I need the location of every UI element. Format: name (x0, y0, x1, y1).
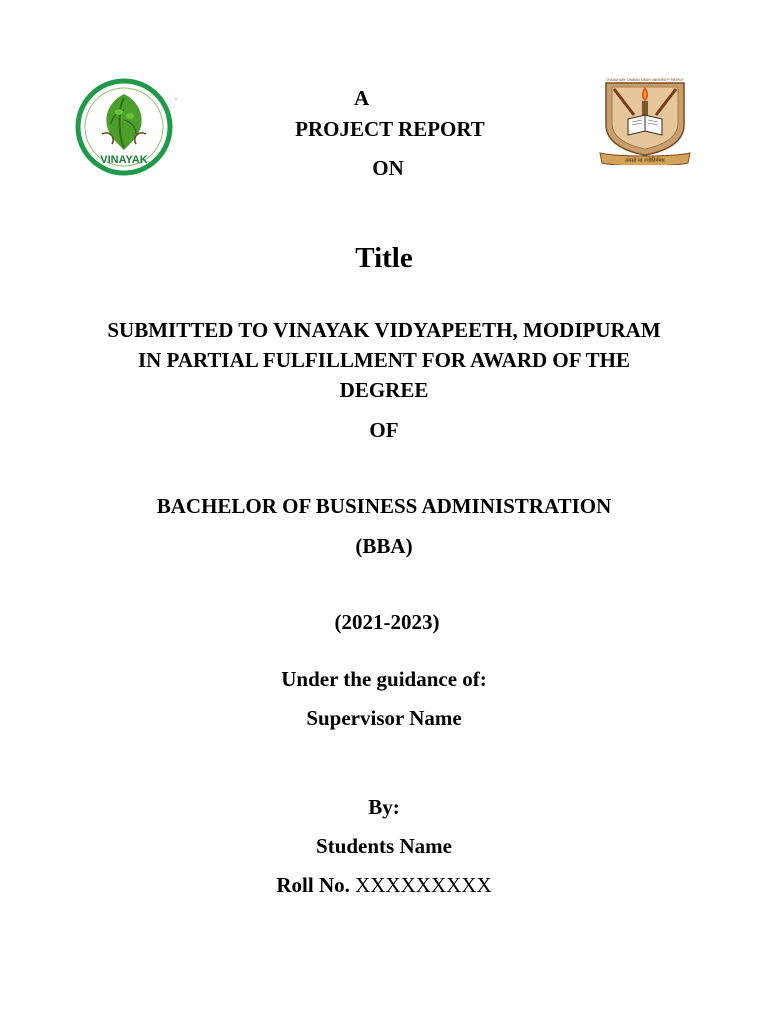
submitted-line-2: IN PARTIAL FULFILLMENT FOR AWARD OF THE (137, 348, 631, 372)
submitted-line-3: DEGREE (339, 378, 429, 402)
roll-number (0, 875, 768, 896)
svg-text:CHAUDHARY CHARAN SINGH UNIVERS: CHAUDHARY CHARAN SINGH UNIVERSITY MEERUT (606, 78, 684, 82)
student-name: Students Name (316, 834, 452, 858)
roll-value: XXXXXXXXX (355, 873, 492, 897)
submitted-line-1: SUBMITTED TO VINAYAK VIDYAPEETH, MODIPURAM (107, 318, 661, 342)
of-label: OF (369, 418, 399, 442)
page-title: Title (355, 242, 413, 274)
degree-abbreviation: (BBA) (355, 534, 413, 558)
decorative-mark: , (175, 92, 177, 101)
svg-text:तमसो मा ज्योतिर्गमय: तमसो मा ज्योतिर्गमय (625, 158, 665, 164)
svg-text:VINAYAK: VINAYAK (100, 154, 148, 166)
session-years: (2021-2023) (334, 610, 440, 634)
report-on: ON (372, 156, 404, 180)
report-type: PROJECT REPORT (295, 117, 485, 141)
report-prefix: A (354, 86, 370, 110)
degree-name: BACHELOR OF BUSINESS ADMINISTRATION (156, 494, 612, 518)
roll-label: Roll No. (276, 873, 350, 897)
by-label: By: (368, 795, 400, 819)
guidance-label: Under the guidance of: (281, 667, 487, 691)
supervisor-name: Supervisor Name (306, 706, 462, 730)
